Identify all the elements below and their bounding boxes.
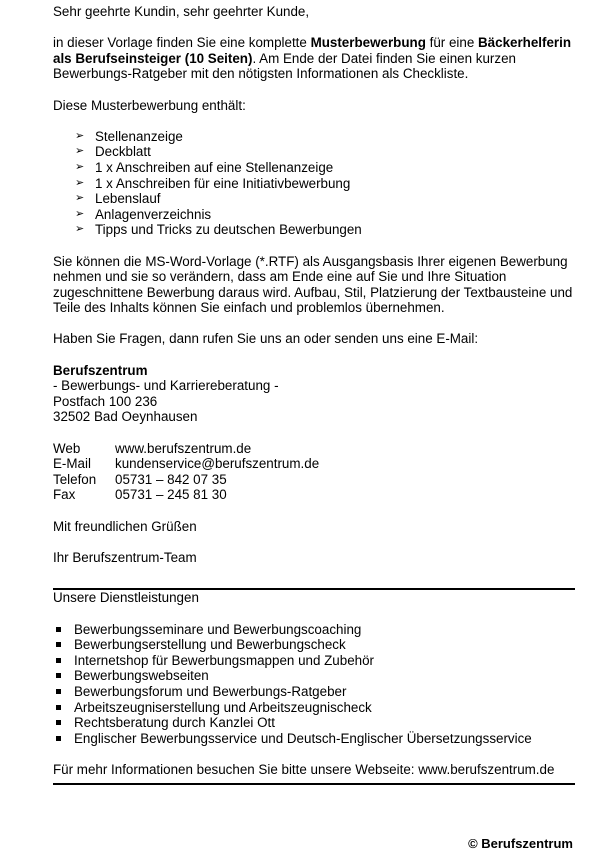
list-item: ➢ Stellenanzeige (75, 128, 183, 144)
list-item: Bewerbungsforum und Bewerbungs-Ratgeber (53, 684, 575, 700)
list-item: Internetshop für Bewerbungsmappen und Zubehör (53, 653, 575, 669)
services-heading: Unsere Dienstleistungen (53, 590, 199, 606)
list-item: ➢ Deckblatt (75, 144, 151, 160)
intro-bold-2: Bäckerhelferin als Berufseinsteiger (10 Seiten) (53, 35, 572, 66)
square-bullet-icon (56, 627, 61, 632)
usage-paragraph: Sie können die MS-Word-Vorlage (*.RTF) als Ausgangsbasis Ihrer eigenen Bewerbung nehmen und sie so verändern, dass am Ende eine auf Sie und Ihre Situation zugeschnittene Bewerbung daraus wird. Aufbau, Stil, Platzierung der Textbausteine und Teile des Inhalts können Sie einfach und problemlos übernehmen. (53, 253, 573, 316)
company-name: Berufszentrum (53, 362, 148, 378)
salutation: Sehr geehrte Kundin, sehr geehrter Kunde, (53, 4, 310, 19)
list-item: Arbeitszeugniserstellung und Arbeitszeugnischeck (53, 700, 575, 716)
contact-row: Fax 05731 – 245 81 30 (53, 487, 227, 503)
square-bullet-icon (56, 673, 61, 678)
contents-heading: Diese Musterbewerbung enthält: (53, 97, 246, 113)
copyright: © Berufszentrum (468, 836, 573, 851)
letter-page (53, 0, 575, 785)
intro-bold-1: Musterbewerbung (310, 35, 426, 51)
arrow-bullet-icon: ➢ (75, 129, 85, 142)
closing: Mit freundlichen Grüßen (53, 518, 197, 534)
signature: Ihr Berufszentrum-Team (53, 549, 197, 565)
questions-paragraph: Haben Sie Fragen, dann rufen Sie uns an oder senden uns eine E-Mail: (53, 331, 479, 347)
list-item: ➢ Lebenslauf (75, 191, 161, 207)
arrow-bullet-icon: ➢ (75, 192, 85, 205)
square-bullet-icon (56, 736, 61, 741)
contact-block (53, 441, 575, 503)
square-bullet-icon (56, 720, 61, 725)
arrow-bullet-icon: ➢ (75, 176, 85, 189)
intro-text-1: in dieser Vorlage finden Sie eine komplette (53, 35, 311, 51)
list-item: Bewerbungsseminare und Bewerbungscoaching (53, 622, 575, 638)
square-bullet-icon (56, 642, 61, 647)
list-item: Englischer Bewerbungsservice und Deutsch-Englischer Übersetzungsservice (53, 731, 575, 747)
list-item: ➢ Anlagenverzeichnis (75, 206, 212, 222)
company-postbox: Postfach 100 236 (53, 393, 158, 409)
contact-row: Web www.berufszentrum.de (53, 440, 252, 456)
company-subtitle: - Bewerbungs- und Karriereberatung - (53, 378, 279, 394)
arrow-bullet-icon: ➢ (75, 223, 85, 236)
intro-paragraph (53, 35, 575, 82)
square-bullet-icon (56, 705, 61, 710)
arrow-bullet-icon: ➢ (75, 145, 85, 158)
more-info: Für mehr Informationen besuchen Sie bitte unsere Webseite: www.berufszentrum.de (53, 761, 555, 777)
services-list (53, 622, 575, 747)
contents-list (53, 129, 575, 238)
phone-value: 05731 – 842 07 35 (115, 471, 227, 487)
arrow-bullet-icon: ➢ (75, 160, 85, 173)
fax-value: 05731 – 245 81 30 (115, 487, 227, 503)
square-bullet-icon (56, 658, 61, 663)
list-item: Bewerbungserstellung und Bewerbungscheck (53, 637, 575, 653)
intro-text-2: für eine (425, 35, 478, 51)
email-link[interactable]: kundenservice@berufszentrum.de (115, 456, 320, 472)
divider (53, 783, 575, 785)
list-item: Bewerbungswebseiten (53, 668, 575, 684)
list-item: ➢ Tipps und Tricks zu deutschen Bewerbungen (75, 222, 362, 238)
list-item: ➢ 1 x Anschreiben auf eine Stellenanzeige (75, 159, 334, 175)
contact-row: Telefon 05731 – 842 07 35 (53, 471, 227, 487)
intro-text-3: . Am Ende der Datei finden Sie einen kurzen Bewerbungs-Ratgeber mit den nötigsten Informationen als Checkliste. (53, 50, 516, 82)
company-city: 32502 Bad Oeynhausen (53, 409, 198, 425)
arrow-bullet-icon: ➢ (75, 207, 85, 220)
list-item: Rechtsberatung durch Kanzlei Ott (53, 715, 575, 731)
contact-row: E-Mail kundenservice@berufszentrum.de (53, 456, 320, 472)
company-address (53, 363, 575, 425)
list-item: ➢ 1 x Anschreiben für eine Initiativbewerbung (75, 175, 351, 191)
web-link[interactable]: www.berufszentrum.de (115, 440, 252, 456)
square-bullet-icon (56, 689, 61, 694)
